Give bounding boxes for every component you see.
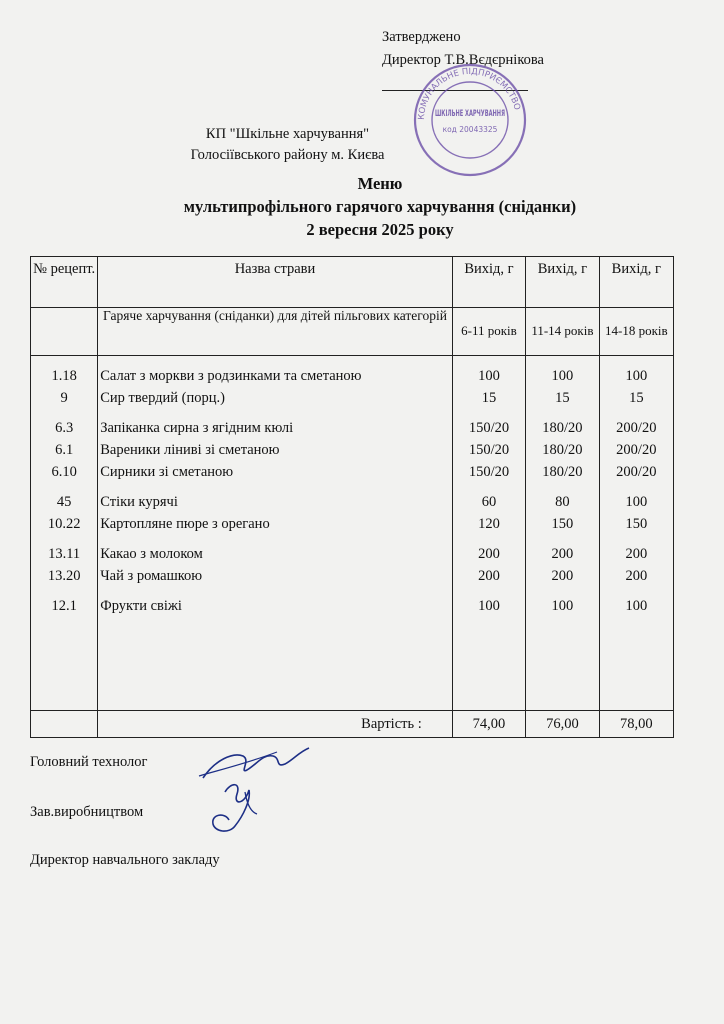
- menu-cell-recipe: 6.1: [55, 442, 74, 458]
- group-spacer: [526, 409, 598, 417]
- group-spacer: [98, 483, 451, 491]
- dish-column: [98, 356, 451, 617]
- menu-cell-name: Фрукти свіжі: [100, 598, 182, 614]
- header-recipe: № рецепт.: [31, 257, 98, 308]
- total-value-2: 76,00: [526, 711, 599, 738]
- total-value-3: 78,00: [599, 711, 673, 738]
- group-spacer: [98, 587, 451, 595]
- signature-production: Зав.виробництвом: [30, 804, 144, 820]
- stamp-outer-text: КОМУНАЛЬНЕ ПІДПРИЄМСТВО: [416, 66, 522, 121]
- menu-cell-g1: 15: [481, 390, 497, 406]
- page-title: [140, 172, 620, 241]
- stamp-center-text: ШКІЛЬНЕ ХАРЧУВАННЯ: [435, 109, 506, 119]
- group-spacer: [526, 587, 598, 595]
- menu-cell-name: Какао з молоком: [100, 546, 203, 562]
- menu-cell-name: Стіки курячі: [100, 494, 178, 510]
- header-output-3: Вихід, г: [599, 257, 673, 308]
- subheader-empty: [31, 308, 98, 356]
- header-output-1: Вихід, г: [452, 257, 525, 308]
- table-subheader-row: [31, 308, 674, 356]
- total-value-1: 74,00: [452, 711, 525, 738]
- signature-school-director: Директор навчального закладу: [30, 852, 220, 868]
- menu-cell-name: Сир твердий (порц.): [100, 390, 225, 406]
- menu-cell-recipe: 10.22: [47, 516, 81, 532]
- menu-cell-g2: 180/20: [542, 420, 583, 436]
- menu-cell-name: Салат з моркви з родзинками та сметаною: [100, 368, 362, 384]
- header-output-2: Вихід, г: [526, 257, 599, 308]
- title-menu: Меню: [357, 174, 403, 193]
- group-spacer: [453, 535, 525, 543]
- group-spacer: [526, 483, 598, 491]
- menu-cell-recipe: 13.20: [47, 568, 81, 584]
- menu-cell-name: Запіканка сирна з ягідним кюлі: [100, 420, 294, 436]
- output-column-1: [453, 356, 525, 617]
- menu-cell-g1: 150/20: [468, 442, 510, 458]
- menu-cell-g3: 200/20: [616, 420, 657, 436]
- menu-table: [30, 256, 674, 738]
- header-dish: Назва страви: [98, 257, 452, 308]
- menu-cell-g2: 180/20: [542, 464, 583, 480]
- recipe-column: [31, 356, 97, 617]
- menu-cell-g3: 200/20: [616, 442, 657, 458]
- menu-cell-g2: 200: [551, 546, 574, 562]
- output-column-2: [526, 356, 598, 617]
- group-spacer: [31, 483, 97, 491]
- menu-cell-g1: 100: [478, 598, 500, 614]
- menu-cell-recipe: 12.1: [51, 598, 77, 614]
- menu-cell-name: Вареники ліниві зі сметаною: [100, 442, 280, 458]
- menu-cell-g3: 200: [625, 546, 648, 562]
- menu-cell-name: Картопляне пюре з орегано: [100, 516, 270, 532]
- menu-cell-name: Чай з ромашкою: [100, 568, 203, 584]
- stamp-seal-icon: [410, 60, 530, 180]
- organization-name: КП "Шкільне харчування": [205, 126, 370, 142]
- output-column-3: [600, 356, 673, 617]
- total-label: Вартість :: [98, 711, 452, 738]
- menu-cell-g3: 150: [625, 516, 648, 532]
- table-total-row: [31, 711, 674, 738]
- group-spacer: [600, 483, 673, 491]
- handwritten-signature-icon: [185, 730, 315, 840]
- menu-cell-g3: 100: [625, 598, 648, 614]
- menu-cell-g1: 100: [478, 368, 500, 384]
- approval-label: Затверджено: [382, 29, 461, 45]
- menu-cell-g1: 120: [478, 516, 500, 532]
- group-spacer: [31, 587, 97, 595]
- group-spacer: [31, 535, 97, 543]
- menu-cell-g3: 200: [625, 568, 648, 584]
- menu-cell-g2: 100: [551, 368, 574, 384]
- subheader-category: Гаряче харчування (сніданки) для дітей пільгових категорій: [98, 308, 452, 356]
- menu-cell-recipe: 6.3: [55, 420, 74, 436]
- menu-cell-recipe: 1.18: [51, 368, 77, 384]
- group-spacer: [98, 535, 451, 543]
- menu-cell-g3: 100: [625, 368, 648, 384]
- menu-cell-name: Сирники зі сметаною: [100, 464, 234, 480]
- group-spacer: [453, 409, 525, 417]
- menu-cell-g3: 200/20: [616, 464, 657, 480]
- subheader-age-3: 14-18 років: [599, 308, 673, 356]
- group-spacer: [600, 409, 673, 417]
- table-body-row: [31, 356, 674, 711]
- title-type: мультипрофільного гарячого харчування (сніданки): [183, 197, 577, 216]
- menu-cell-g1: 150/20: [468, 420, 510, 436]
- menu-cell-g2: 180/20: [542, 442, 583, 458]
- group-spacer: [31, 409, 97, 417]
- menu-cell-g1: 200: [478, 546, 500, 562]
- menu-cell-g1: 150/20: [468, 464, 510, 480]
- menu-cell-recipe: 45: [56, 494, 72, 510]
- group-spacer: [526, 535, 598, 543]
- group-spacer: [453, 587, 525, 595]
- organization-district: Голосіївського району м. Києва: [190, 147, 385, 163]
- approval-director: Директор Т.В.Вєдєрнікова: [382, 52, 544, 68]
- menu-cell-g2: 200: [551, 568, 574, 584]
- signature-technologist: Головний технолог: [30, 754, 148, 770]
- table-header-row: [31, 257, 674, 308]
- subheader-age-1: 6-11 років: [452, 308, 525, 356]
- stamp-code: код 20043325: [442, 125, 498, 134]
- menu-cell-g2: 150: [551, 516, 574, 532]
- menu-cell-g1: 60: [481, 494, 497, 510]
- group-spacer: [600, 587, 673, 595]
- group-spacer: [453, 483, 525, 491]
- menu-cell-g3: 15: [629, 390, 644, 406]
- menu-cell-g2: 100: [551, 598, 574, 614]
- group-spacer: [600, 535, 673, 543]
- menu-cell-g2: 80: [555, 494, 570, 510]
- organization-block: [150, 124, 425, 166]
- menu-cell-recipe: 6.10: [51, 464, 77, 480]
- menu-cell-g3: 100: [625, 494, 648, 510]
- menu-cell-g1: 200: [478, 568, 500, 584]
- menu-cell-g2: 15: [555, 390, 570, 406]
- total-empty: [31, 711, 98, 738]
- menu-cell-recipe: 9: [60, 390, 68, 406]
- subheader-age-2: 11-14 років: [526, 308, 599, 356]
- group-spacer: [98, 409, 451, 417]
- menu-cell-recipe: 13.11: [48, 546, 81, 562]
- title-date: 2 вересня 2025 року: [306, 220, 454, 239]
